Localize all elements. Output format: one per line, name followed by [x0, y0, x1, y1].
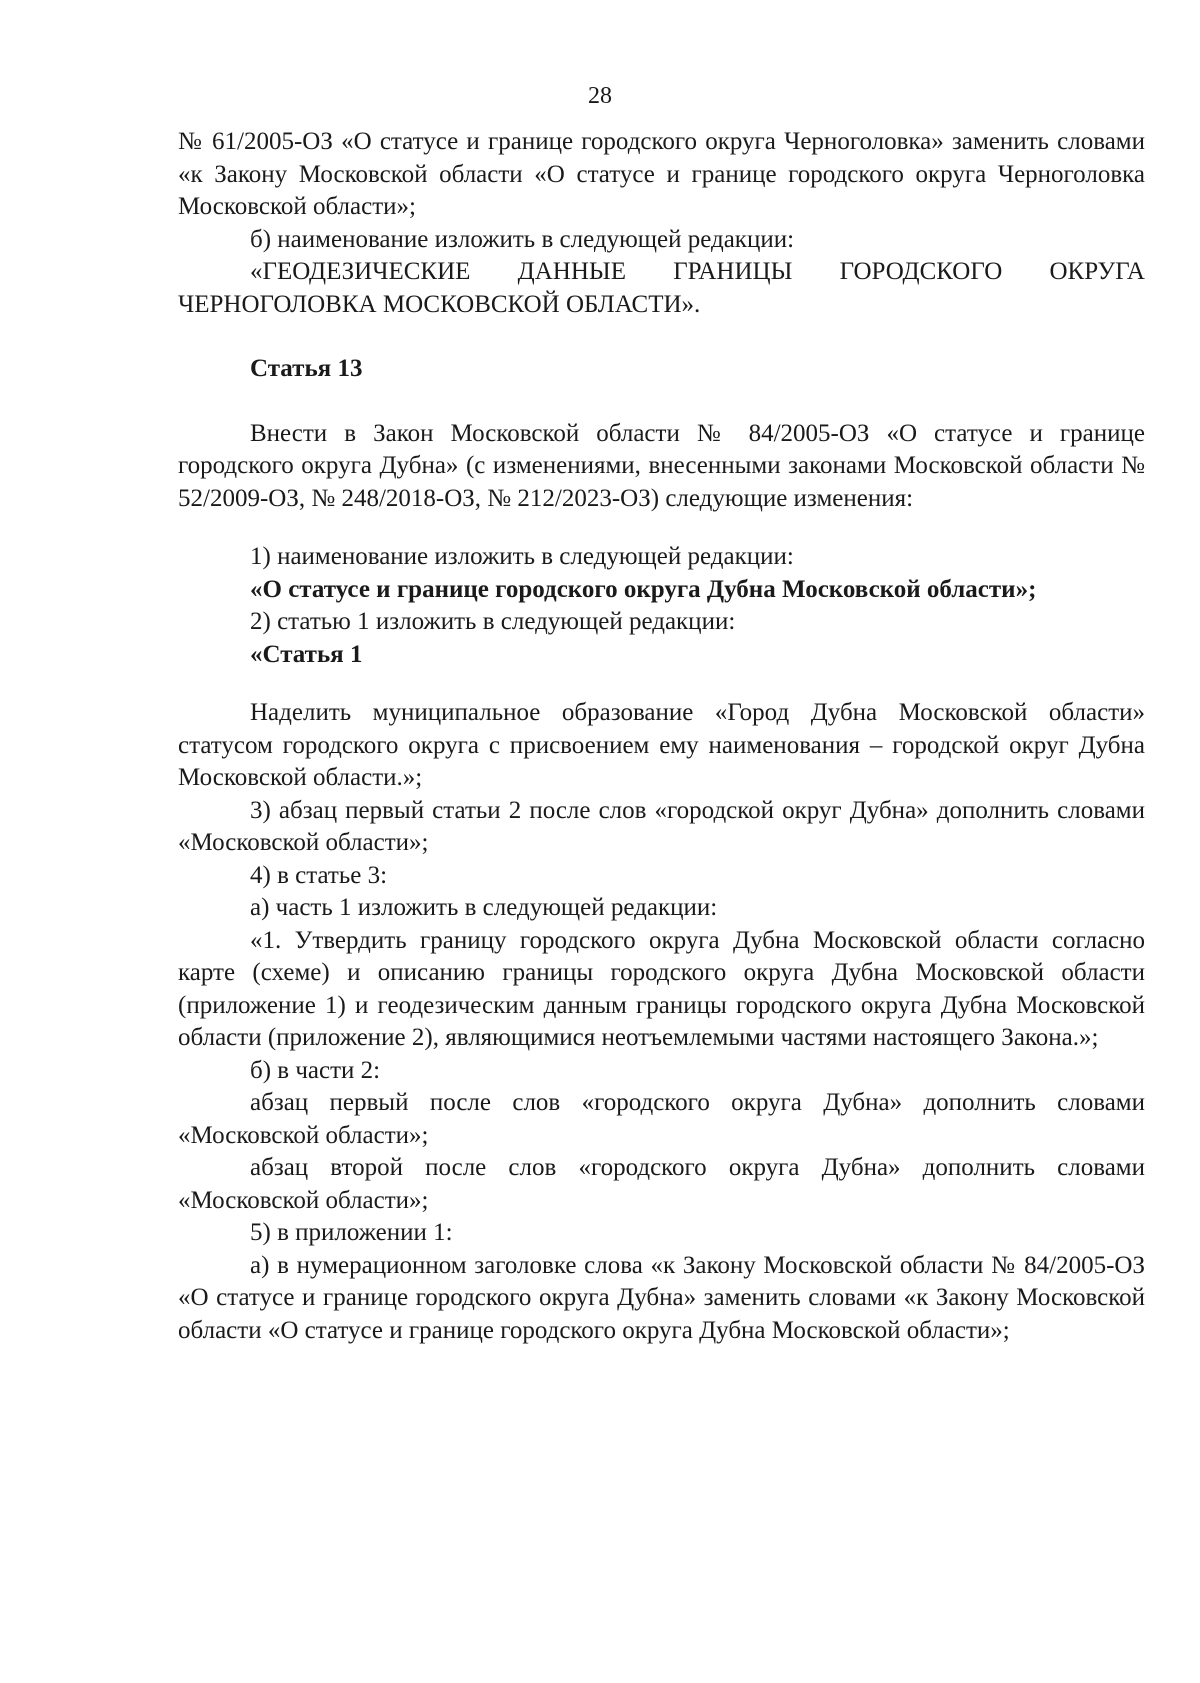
paragraph-item-4a: а) часть 1 изложить в следующей редакции:: [250, 894, 718, 921]
document-body: [178, 126, 1145, 1347]
paragraph-subitem-second: абзац второй после слов «городского округа Дубна» дополнить словами «Московской области»;: [178, 1154, 1145, 1214]
article-heading: Статья 13: [250, 355, 363, 382]
paragraph-item-5a: а) в нумерационном заголовке слова «к Закону Московской области № 84/2005-ОЗ «О статусе и границе городского округа Дубна» заменить словами «к Закону Московской области «О статусе и границе городского округа Дубна Московской области»;: [178, 1251, 1145, 1344]
paragraph-quoted-part-1: «1. Утвердить границу городского округа Дубна Московской области согласно карте (схеме) и описанию границы городского округа Дубна Московской области (приложение 1) и геодезическим данным границы городского округа Дубна Московской области (приложение 2), являющимися неотъемлемыми частями настоящего Закона.»;: [178, 926, 1145, 1051]
paragraph-new-law-title: «О статусе и границе городского округа Дубна Московской области»;: [250, 575, 1037, 603]
paragraph-subitem-first: абзац первый после слов «городского округа Дубна» дополнить словами «Московской области»;: [178, 1089, 1145, 1149]
paragraph-item-4b: б) в части 2:: [250, 1056, 381, 1084]
paragraph-item-2: 2) статью 1 изложить в следующей редакции:: [250, 608, 736, 635]
page-number: 28: [588, 83, 612, 109]
paragraph-item-5: 5) в приложении 1:: [250, 1219, 453, 1246]
paragraph-quoted-article-text: Наделить муниципальное образование «Город Дубна Московской области» статусом городского округа с присвоением ему наименования – городской округ Дубна Московской области.»;: [178, 699, 1145, 791]
paragraph-item-1: 1) наименование изложить в следующей редакции:: [250, 543, 794, 570]
paragraph-new-title: «ГЕОДЕЗИЧЕСКИЕ ДАННЫЕ ГРАНИЦЫ ГОРОДСКОГО ОКРУГА ЧЕРНОГОЛОВКА МОСКОВСКОЙ ОБЛАСТИ».: [178, 258, 1145, 318]
paragraph-item-4: 4) в статье 3:: [250, 861, 388, 889]
paragraph-continuation: № 61/2005-ОЗ «О статусе и границе городского округа Черноголовка» заменить словами «к Закону Московской области «О статусе и границе городского округа Черноголовка Московской области»;: [178, 128, 1145, 220]
paragraph-item-b: б) наименование изложить в следующей редакции:: [250, 225, 795, 253]
paragraph-quoted-article-heading: «Статья 1: [250, 640, 363, 668]
paragraph-item-3: 3) абзац первый статьи 2 после слов «городской округ Дубна» дополнить словами «Московской области»;: [178, 796, 1145, 856]
paragraph-article-intro: Внести в Закон Московской области № 84/2005-ОЗ «О статусе и границе городского округа Дубна» (с изменениями, внесенными законами Московской области № 52/2009-ОЗ, № 248/2018-ОЗ, № 212/2023-ОЗ) следующие изменения:: [178, 419, 1145, 512]
